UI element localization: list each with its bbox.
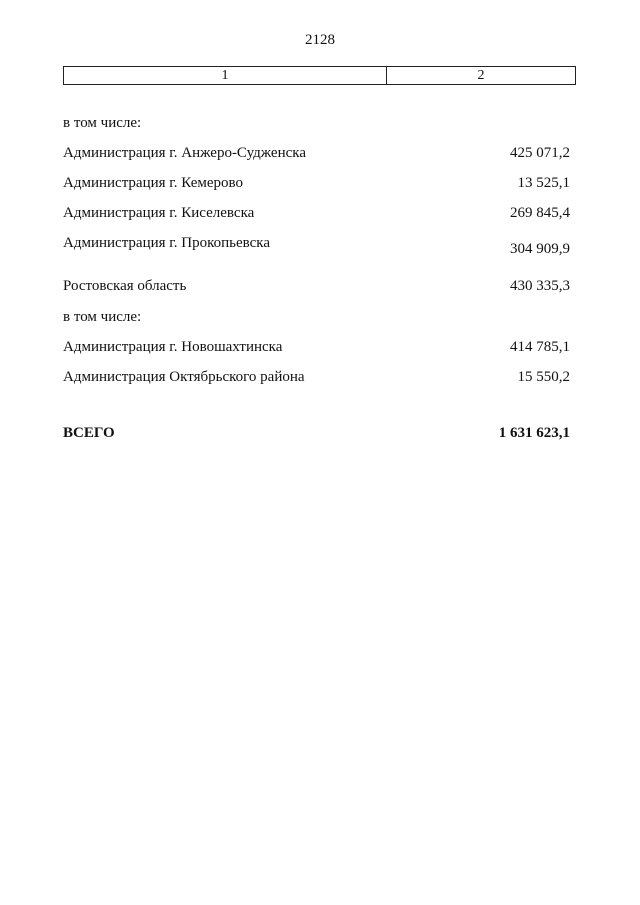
row-value: 15 550,2 — [517, 369, 570, 385]
row-label: в том числе: — [63, 115, 142, 131]
row-value: 13 525,1 — [517, 175, 570, 191]
page-number: 2128 — [305, 32, 335, 48]
column-header-1: 1 — [64, 67, 387, 84]
row-label: Администрация Октябрьского района — [63, 369, 305, 385]
total-value: 1 631 623,1 — [498, 425, 570, 441]
column-header-table — [63, 66, 576, 85]
row-value: 269 845,4 — [510, 205, 570, 221]
row-label: Администрация г. Новошахтинска — [63, 339, 283, 355]
row-label: Ростовская область — [63, 278, 187, 294]
row-label: в том числе: — [63, 309, 142, 325]
row-value: 414 785,1 — [510, 339, 570, 355]
row-value: 304 909,9 — [510, 241, 570, 257]
row-value: 430 335,3 — [510, 278, 570, 294]
row-label: Администрация г. Анжеро-Судженска — [63, 145, 306, 161]
row-label: Администрация г. Кемерово — [63, 175, 243, 191]
row-label: Администрация г. Прокопьевска — [63, 235, 271, 251]
row-label: Администрация г. Киселевска — [63, 205, 255, 221]
total-label: ВСЕГО — [63, 425, 115, 441]
column-header-2: 2 — [477, 68, 485, 83]
row-value: 425 071,2 — [510, 145, 570, 161]
